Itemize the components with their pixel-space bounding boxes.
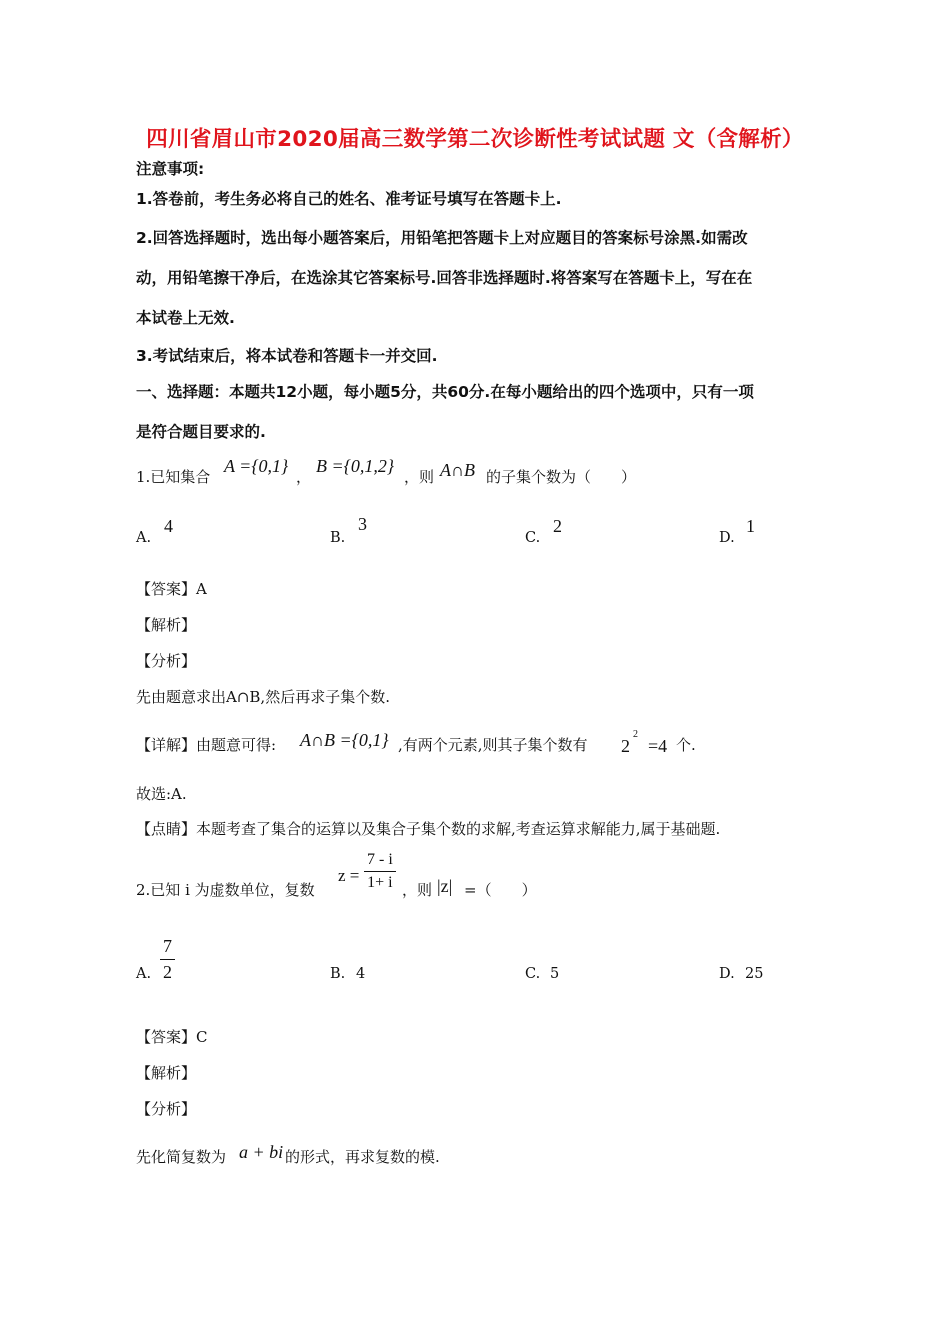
q2-option-c-value: 5	[550, 966, 560, 982]
q1-jiexi: 【解析】	[136, 616, 197, 634]
q1-set-a: A ={0,1}	[224, 456, 289, 476]
q1-stem-prefix: 1.已知集合	[136, 468, 211, 486]
q1-detail-suffix: 个.	[676, 736, 696, 754]
q2-analysis-prefix: 先化简复数为	[136, 1148, 227, 1166]
notice-item-2-line-1: 2.回答选择题时，选出每小题答案后，用铅笔把答题卡上对应题目的答案标号涂黑.如需改	[136, 229, 748, 247]
q2-stem-suffix: =（ ）	[464, 881, 537, 899]
q1-option-b-label: B.	[330, 530, 346, 546]
q1-comma: ，	[296, 468, 312, 486]
q1-option-d-label: D.	[719, 530, 735, 546]
q1-option-d-value: 1	[746, 516, 755, 536]
q1-detail-prefix: 【详解】由题意可得:	[136, 736, 277, 754]
q2-z-fraction	[364, 851, 396, 892]
notice-heading: 注意事项:	[136, 160, 205, 178]
q1-intersection: A∩B	[440, 460, 475, 480]
q2-option-b-value: 4	[356, 966, 366, 982]
q2-option-a-label: A.	[136, 966, 152, 982]
q2-option-a-numerator: 7	[160, 936, 175, 960]
q2-z-lhs: z =	[338, 866, 360, 885]
q1-stem-mid: ，则	[404, 468, 435, 486]
q2-fenxi: 【分析】	[136, 1100, 197, 1118]
q1-option-c-label: C.	[525, 530, 541, 546]
q2-analysis-math: a + bi	[239, 1142, 284, 1162]
document-title: 四川省眉山市2020届高三数学第二次诊断性考试试题 文（含解析）	[146, 127, 804, 152]
section-heading-line-1: 一、选择题：本题共12小题，每小题5分，共60分.在每小题给出的四个选项中，只有一项	[136, 383, 754, 401]
q1-power-base: 2	[621, 736, 630, 756]
q1-power-result: =4	[648, 736, 668, 756]
q2-option-d-label: D.	[719, 966, 735, 982]
q2-z-numerator: 7 - i	[364, 851, 396, 872]
q2-stem-mid: ，则	[402, 881, 433, 899]
q2-option-a-fraction	[160, 936, 175, 983]
q2-option-c-label: C.	[525, 966, 541, 982]
q1-option-c-value: 2	[553, 516, 562, 536]
q2-z-denominator: 1+ i	[367, 874, 393, 891]
notice-item-2-line-3: 本试卷上无效.	[136, 309, 235, 327]
q1-stem-suffix: 的子集个数为（ ）	[486, 468, 637, 486]
q1-analysis: 先由题意求出A∩B,然后再求子集个数.	[136, 688, 390, 706]
q1-option-b-value: 3	[358, 514, 367, 534]
notice-item-1: 1.答卷前，考生务必将自己的姓名、准考证号填写在答题卡上.	[136, 190, 562, 208]
q1-option-a-value: 4	[164, 516, 173, 536]
notice-item-3: 3.考试结束后，将本试卷和答题卡一并交回.	[136, 347, 438, 365]
q2-stem-prefix: 2.已知 i 为虚数单位，复数	[136, 881, 315, 899]
q1-detail-math: A∩B ={0,1}	[300, 730, 389, 750]
q2-answer: 【答案】C	[136, 1028, 208, 1046]
q1-answer: 【答案】A	[136, 580, 207, 598]
q1-comment: 【点睛】本题考查了集合的运算以及集合子集个数的求解,考查运算求解能力,属于基础题.	[136, 820, 721, 838]
section-heading-line-2: 是符合题目要求的.	[136, 423, 266, 441]
q2-option-b-label: B.	[330, 966, 346, 982]
q1-fenxi: 【分析】	[136, 652, 197, 670]
q2-option-d-value: 25	[745, 966, 764, 982]
q1-power-exponent: 2	[633, 729, 638, 740]
notice-item-2-line-2: 动，用铅笔擦干净后，在选涂其它答案标号.回答非选择题时.将答案写在答题卡上，写在在	[136, 269, 753, 287]
q2-modulus: |z|	[437, 876, 453, 896]
q2-analysis-suffix: 的形式，再求复数的模.	[285, 1148, 440, 1166]
q1-detail-mid: ,有两个元素,则其子集个数有	[398, 736, 588, 754]
q1-chosen: 故选:A.	[136, 785, 187, 803]
q2-jiexi: 【解析】	[136, 1064, 197, 1082]
q2-option-a-denominator: 2	[163, 962, 172, 982]
q1-option-a-label: A.	[136, 530, 152, 546]
q1-set-b: B ={0,1,2}	[316, 456, 395, 476]
